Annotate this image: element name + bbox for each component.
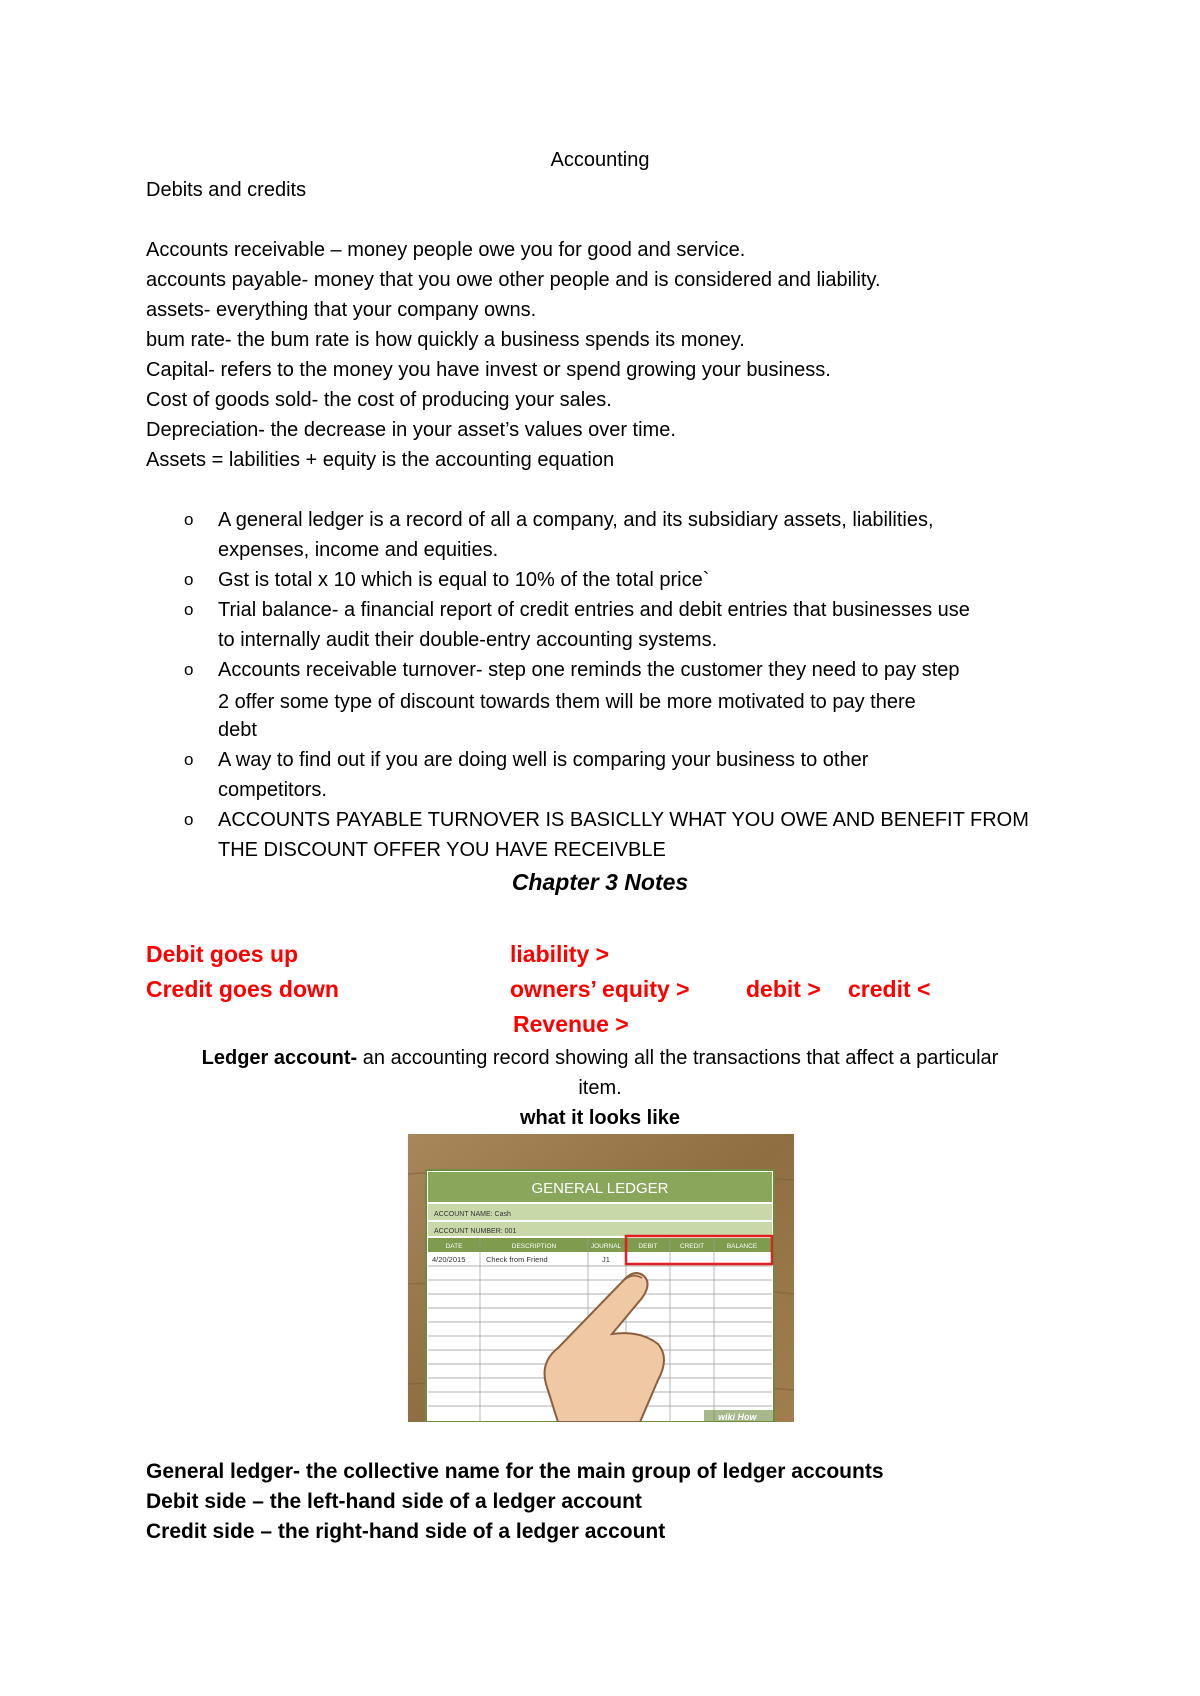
bullet-text: Trial balance- a financial report of credit entries and debit entries that businesses use — [218, 599, 970, 621]
definition-line: bum rate- the bum rate is how quickly a business spends its money. — [146, 329, 745, 351]
bullet-marker: o — [184, 750, 194, 769]
definition-line: Depreciation- the decrease in your asset’s values over time. — [146, 419, 676, 441]
watermark-text: wiki How — [718, 1412, 757, 1422]
ledger-account-number: ACCOUNT NUMBER: 001 — [434, 1228, 517, 1235]
bullet-text: expenses, income and equities. — [218, 539, 499, 561]
definition-line: Cost of goods sold- the cost of producing your sales. — [146, 389, 612, 411]
bullet-text: 2 offer some type of discount towards them will be more motivated to pay there — [218, 691, 916, 713]
footer-definition: Credit side – the right-hand side of a ledger account — [146, 1520, 666, 1543]
ledger-col-description: DESCRIPTION — [511, 1243, 557, 1250]
bullet-text: competitors. — [218, 779, 327, 801]
ledger-row-date: 4/20/2015 — [432, 1255, 466, 1264]
revenue-note: Revenue > — [513, 1011, 629, 1037]
section-subtitle: Debits and credits — [146, 179, 307, 201]
ledger-row-journal: J1 — [602, 1255, 610, 1264]
ledger-account-definition-cont: item. — [578, 1077, 622, 1099]
definition-line: assets- everything that your company owns. — [146, 299, 537, 321]
bullet-marker: o — [184, 510, 194, 529]
liability-note: liability > — [510, 941, 610, 967]
page-title: Accounting — [550, 149, 650, 171]
ledger-col-credit: CREDIT — [679, 1243, 705, 1250]
bullet-text: ACCOUNTS PAYABLE TURNOVER IS BASICLLY WHAT YOU OWE AND BENEFIT FROM — [218, 809, 1029, 831]
definition-line: Capital- refers to the money you have invest or spend growing your business. — [146, 359, 831, 381]
general-ledger-image — [408, 1134, 794, 1422]
ledger-col-date: DATE — [445, 1243, 463, 1250]
ledger-col-balance: BALANCE — [726, 1243, 758, 1250]
ledger-row-description: Check from Friend — [486, 1255, 548, 1264]
bullet-marker: o — [184, 810, 194, 829]
what-it-looks-like: what it looks like — [519, 1107, 681, 1129]
footer-definition: Debit side – the left-hand side of a ledger account — [146, 1490, 642, 1513]
bullet-text: A way to find out if you are doing well is comparing your business to other — [218, 749, 869, 771]
bullet-text: debt — [218, 719, 257, 741]
ledger-account-term: Ledger account- — [201, 1047, 358, 1069]
ledger-account-name: ACCOUNT NAME: Cash — [434, 1211, 511, 1218]
ledger-account-text: an accounting record showing all the transactions that affect a particular — [357, 1047, 999, 1069]
bullet-text: Gst is total x 10 which is equal to 10% of the total price` — [218, 569, 710, 591]
bullet-marker: o — [184, 570, 194, 589]
bullet-text: THE DISCOUNT OFFER YOU HAVE RECEIVBLE — [218, 839, 666, 861]
bullet-text: A general ledger is a record of all a company, and its subsidiary assets, liabilities, — [218, 509, 934, 531]
definition-line: accounts payable- money that you owe other people and is considered and liability. — [146, 269, 881, 291]
chapter-heading: Chapter 3 Notes — [511, 869, 689, 895]
bullet-text: Accounts receivable turnover- step one reminds the customer they need to pay step — [218, 659, 960, 681]
credit-goes-down: Credit goes down — [146, 976, 339, 1002]
bullet-marker: o — [184, 600, 194, 619]
definition-line: Assets = labilities + equity is the accounting equation — [146, 449, 615, 471]
debit-goes-up: Debit goes up — [146, 941, 299, 967]
ledger-title: GENERAL LEDGER — [531, 1180, 669, 1197]
definition-line: Accounts receivable – money people owe you for good and service. — [146, 239, 746, 261]
ledger-col-debit: DEBIT — [638, 1243, 658, 1250]
bullet-marker: o — [184, 660, 194, 679]
bullet-text: to internally audit their double-entry accounting systems. — [218, 629, 718, 651]
owners-equity-note: owners’ equity > — [510, 976, 690, 1002]
ledger-col-journal: JOURNAL — [590, 1243, 622, 1250]
debit-note: debit > — [746, 976, 821, 1002]
footer-definition: General ledger- the collective name for the main group of ledger accounts — [146, 1460, 884, 1483]
ledger-account-definition — [0, 1044, 1200, 1072]
credit-note: credit < — [848, 976, 931, 1002]
